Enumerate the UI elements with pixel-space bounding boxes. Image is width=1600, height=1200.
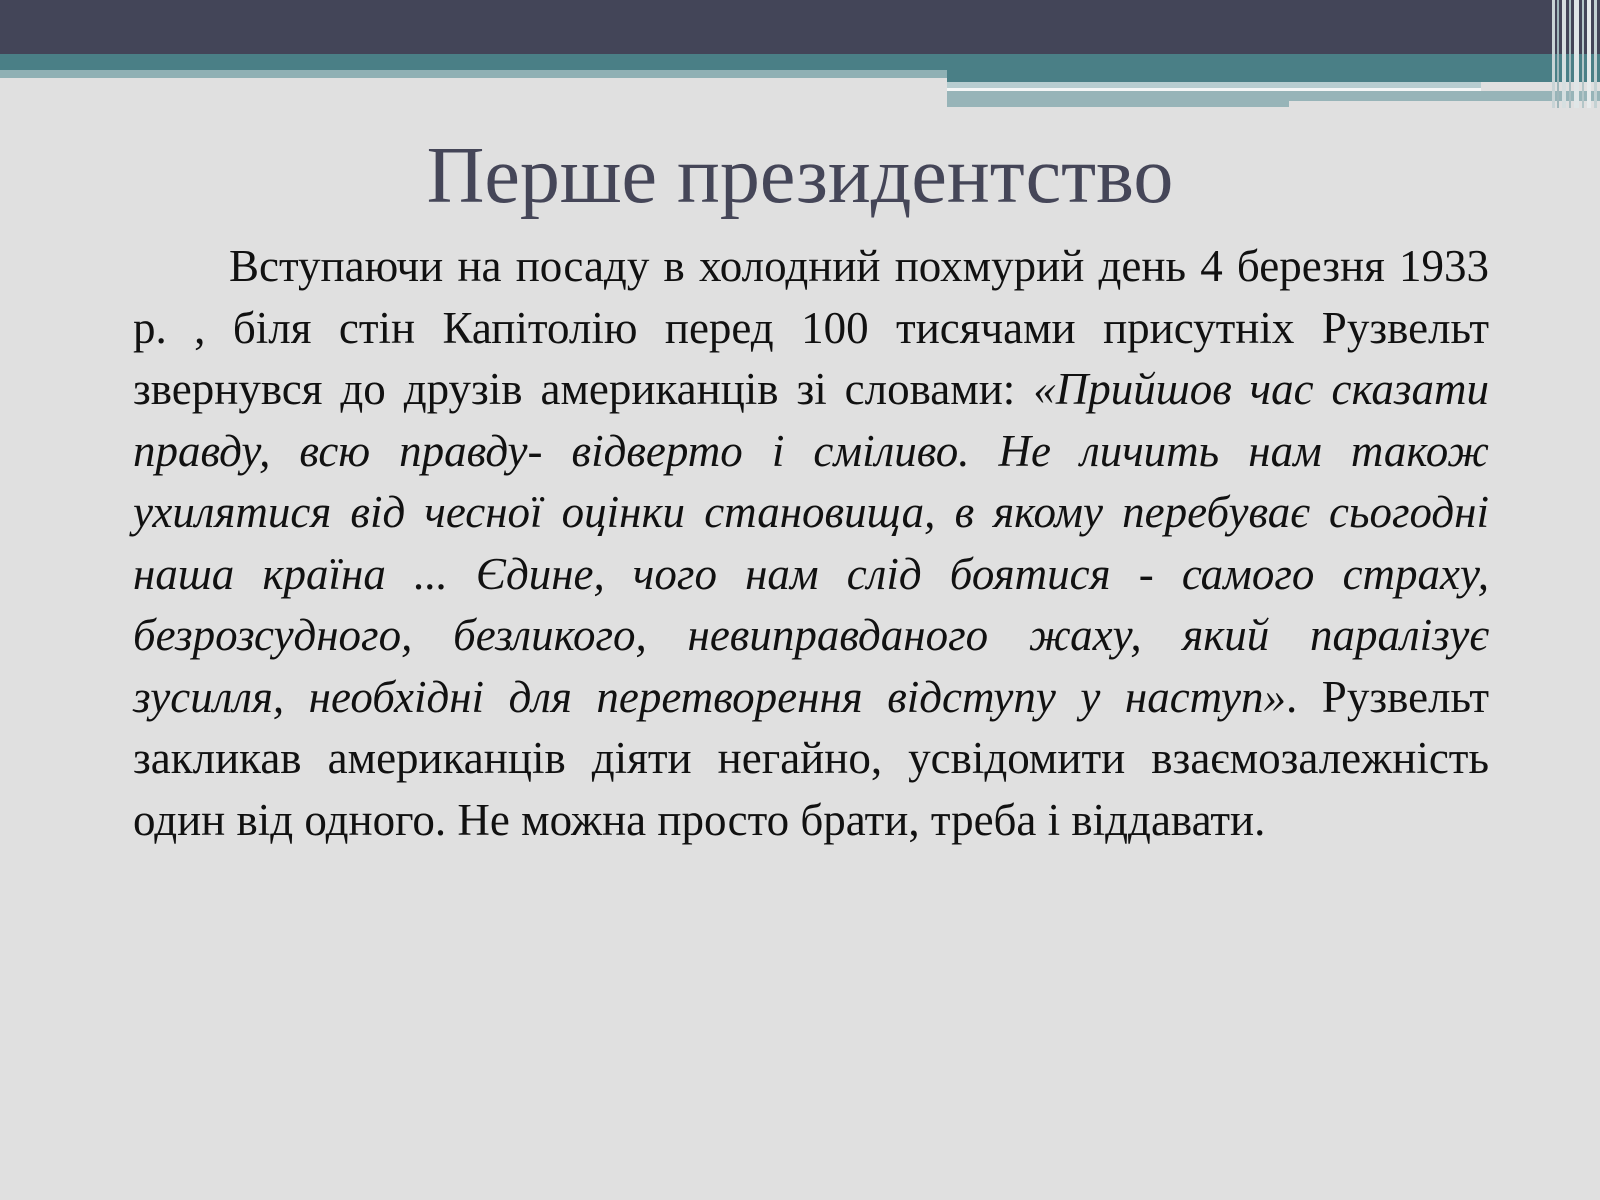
header-right-teal-block [947,70,1600,82]
slide-title: Перше президентство [426,132,1174,220]
paragraph-quote-end: . [1286,671,1298,722]
paragraph-intro: Вступаючи на посаду в холодний похмурий день 4 березня 1933 р. , біля стін Капітолію перед 100 тисячами присутніх Рузвельт звернувся до друзів американців зі словами: [133,241,1489,414]
header-vertical-stripes [1552,0,1600,108]
header-teal-band [0,54,1600,70]
paragraph-quote: «Прийшов час сказати правду, всю правду- відверто і сміливо. Не личить нам також ухилятися від чесної оцінки становища, в якому перебуває сьогодні наша країна ... Єдине, чого нам слід боятися - самого страху, безрозсудного, безликого, невиправданого жаху, який паралізує зусилля, необхідні для перетворення відступу у наступ» [133,364,1489,722]
paragraph-outro: Рузвельт закликав американців діяти негайно, усвідомити взаємозалежність один від одного. Не можна просто брати, треба і віддавати. [133,671,1489,845]
header-dark-band [0,0,1600,54]
header-right-light-block [947,91,1289,107]
slide-body-paragraph [133,236,1489,851]
header-teal-thin-line [0,70,947,78]
